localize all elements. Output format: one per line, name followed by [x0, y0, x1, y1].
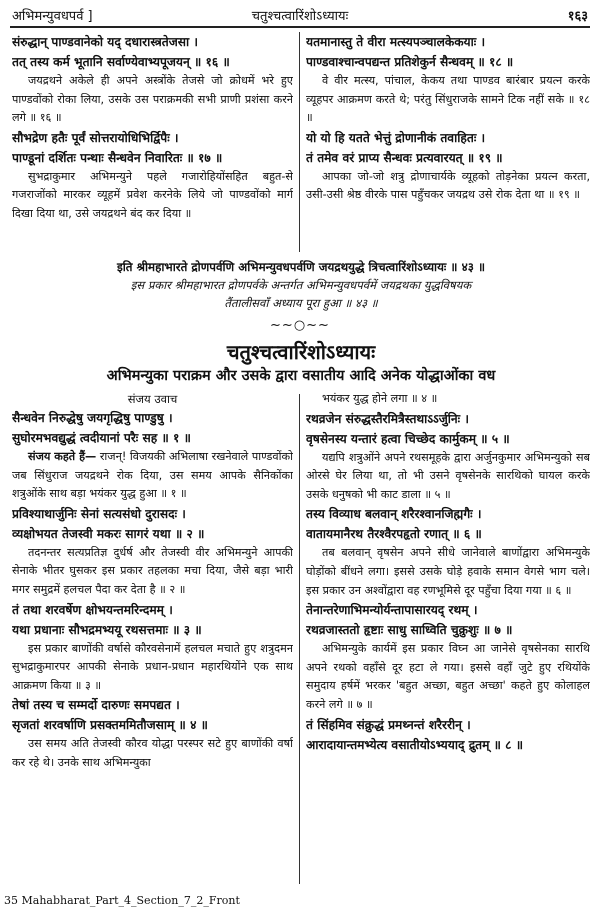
translation-paragraph: उस समय अति तेजस्वी कौरव योद्धा परस्पर सटे हुए बाणोंकी वर्षा कर रहे थे। उनके साथ अभिमन्युका — [12, 737, 293, 769]
translation-paragraph: सुभद्राकुमार अभिमन्युने पहले गजारोहियोंसहित बहुत-से गजराजोंको मारकर व्यूहमें प्रवेश करनेके लिये जो पाण्डवोंको मार्ग दिखा दिया था, उसे जयद्रथने बंद कर दिया ॥ — [12, 169, 293, 220]
verse-line: पाण्डूनां दर्शितः पन्थाः सैन्धवेन निवारितः ॥ १७ ॥ — [12, 150, 223, 165]
page-number: १६३ — [567, 9, 588, 24]
verse-line: यथा प्रधानाः सौभद्रमभ्ययू रथसत्तमाः ॥ ३ ॥ — [12, 622, 202, 637]
colophon-hindi-line2: तैंतालीसवाँ अध्याय पूरा हुआ ॥ ४३ ॥ — [224, 296, 378, 310]
running-header — [10, 4, 590, 28]
speaker-label: संजय कहते हैं— — [28, 450, 97, 463]
translation-paragraph: आपका जो-जो शत्रु द्रोणाचार्यके व्यूहको तोड़नेका प्रयत्न करता, उसी-उसी श्रेष्ठ वीरके पास पहुँचकर जयद्रथ उसे रोक देता था ॥ १९ ॥ — [306, 169, 590, 202]
verse-line: सृजतां शरवर्षाणि प्रसक्तममितौजसाम् ॥ ४ ॥ — [12, 718, 208, 733]
verse-line: तस्य विव्याध बलवान् शरैरश्वानजिह्मगैः । — [306, 507, 482, 522]
verse-line: पाण्डवाश्चान्वपद्यन्त प्रतिशेकुर्न सैन्धवम् ॥ १८ ॥ — [306, 55, 514, 69]
chapter-heading — [12, 338, 590, 386]
verse-line: प्रविश्याथार्जुनिः सेनां सत्यसंधो दुरासदः । — [12, 506, 186, 521]
verse-line: तेनान्तरेणाभिमन्योर्यन्तापासारयद् रथम् । — [306, 603, 478, 618]
bottom-right-column — [306, 390, 590, 888]
speaker-heading: संजय उवाच — [127, 392, 178, 406]
top-left-column — [12, 32, 293, 254]
verse-line: सौभद्रेण हतैः पूर्वं सोत्तरायोधिभिर्द्विपैः । — [12, 130, 179, 145]
translation-paragraph: संजय कहते हैं— राजन्! विजयकी अभिलाषा रखनेवाले पाण्डवोंको जब सिंधुराज जयद्रथने रोक दिया, उस समय आपके सैनिकोंका शत्रुओंके साथ बड़ा भयंकर युद्ध हुआ ॥ १ ॥ — [12, 450, 293, 501]
verse-line: तं तथा शरवर्षेण क्षोभयन्तमरिन्दमम् । — [12, 602, 173, 617]
translation-paragraph: तब बलवान् वृषसेन अपने सीधे जानेवाले बाणोंद्वारा अभिमन्युके घोड़ोंको बींधने लगा। इससे उसके घोड़े हवाके समान वेगसे भाग चले। इस प्रकार उन अश्वोंद्वारा वह रणभूमिसे दूर पहुँचा दिया गया ॥ ६ ॥ — [306, 546, 590, 597]
translation-paragraph: इस प्रकार बाणोंकी वर्षासे कौरवसेनामें हलचल मचाते हुए शत्रुदमन सुभद्राकुमारपर आपकी सेनाके प्रधान-प्रधान महारथियोंने एक साथ आक्रमण किया ॥ ३ ॥ — [12, 641, 293, 692]
scan-footer: 35 Mahabharat_Part_4_Section_7_2_Front — [4, 894, 240, 907]
verse-line: यो यो हि यतते भेत्तुं द्रोणानीकं तवाहितः । — [306, 130, 486, 145]
chapter-subtitle: अभिमन्युका पराक्रम और उसके द्वारा वसातीय आदि अनेक योद्धाओंका वध — [106, 368, 496, 384]
top-right-column — [306, 32, 590, 254]
verse-line: तेषां तस्य च सम्मर्दो दारुणः समपद्यत । — [12, 698, 180, 713]
verse-line: सुघोरमभवद्युद्धं त्वदीयानां परैः सह ॥ १ ॥ — [12, 431, 191, 445]
verse-line: तं सिंहमिव संक्रुद्धं प्रमथ्नन्तं शरैररीन् । — [306, 717, 471, 732]
ornament-divider: ~~○~~ — [270, 318, 330, 333]
verse-line: रथव्रजास्ततो हृष्टाः साधु साध्विति चुक्रुशुः ॥ ७ ॥ — [306, 623, 513, 638]
column-divider — [299, 394, 300, 884]
translation-paragraph: भयंकर युद्ध होने लगा ॥ ४ ॥ — [322, 392, 438, 405]
translation-paragraph: तदनन्तर सत्यप्रतिज्ञ दुर्धर्ष और तेजस्वी वीर अभिमन्युने आपकी सेनाके भीतर घुसकर इस प्रकार तहलका मचा दिया, जैसे बड़ा भारी मगर समुद्रमें हलचल पैदा कर देता है ॥ २ ॥ — [12, 545, 293, 596]
verse-line: वृषसेनस्य यन्तारं हत्वा चिच्छेद कार्मुकम् ॥ ५ ॥ — [306, 431, 510, 446]
verse-line: रथव्रजेन संरुद्धस्तैरमित्रैस्तथाऽऽर्जुनिः । — [306, 411, 470, 426]
chapter-title: चतुश्चत्वारिंशोऽध्यायः — [226, 340, 376, 364]
verse-line: यतमानास्तु ते वीरा मत्स्यपञ्चालकेकयाः । — [306, 35, 486, 49]
translation-paragraph: वे वीर मत्स्य, पांचाल, केकय तथा पाण्डव बारंबार प्रयत्न करके व्यूहपर आक्रमण करते थे; परंतु सिंधुराजके सामने टिक नहीं सके ॥ १८ ॥ — [306, 74, 590, 125]
header-section-title: अभिमन्युवधपर्व ] — [12, 9, 93, 24]
header-chapter-title: चतुश्चत्वारिंशोऽध्यायः — [251, 9, 349, 24]
colophon-hindi-line1: इस प्रकार श्रीमहाभारत द्रोणपर्वके अन्तर्गत अभिमन्युवधपर्वमें जयद्रथका युद्धविषयक — [130, 278, 472, 292]
chapter-colophon — [12, 258, 590, 318]
verse-line: व्यक्षोभयत तेजस्वी मकरः सागरं यथा ॥ २ ॥ — [12, 526, 205, 541]
translation-paragraph: यद्यपि शत्रुओंने अपने रथसमूहके द्वारा अर्जुनकुमार अभिमन्युको सब ओरसे घेर लिया था, तो भी उसने वृषसेनके सारथिको घायल करके उसके धनुषको भी काट डाला ॥ ५ ॥ — [306, 450, 590, 501]
translation-paragraph: अभिमन्युके कार्यमें इस प्रकार विघ्न आ जानेसे वृषसेनका सारथि अपने रथको वहाँसे दूर हटा ले गया। इससे वहाँ जुटे हुए रथियोंके समुदाय हर्षमें भरकर 'बहुत अच्छा, बहुत अच्छा' कहते हुए कोलाहल करने लगे ॥ ७ ॥ — [306, 642, 590, 711]
translation-paragraph: जयद्रथने अकेले ही अपने अस्त्रोंके तेजसे जो क्रोधमें भरे हुए पाण्डवोंको रोका लिया, उसके उस पराक्रमकी सभी प्राणी प्रशंसा करने लगे ॥ १६ ॥ — [12, 74, 293, 125]
verse-line: सैन्धवेन निरुद्धेषु जयगृद्धिषु पाण्डुषु । — [12, 411, 173, 425]
verse-line: तत् तस्य कर्म भूतानि सर्वाण्येवाभ्यपूजयन् ॥ १६ ॥ — [12, 55, 230, 69]
verse-line: आरादायान्तमभ्येत्य वसातीयोऽभ्ययाद् द्रुतम् ॥ ८ ॥ — [306, 737, 524, 752]
bottom-left-column — [12, 390, 293, 888]
verse-line: तं तमेव वरं प्राप्य सैन्धवः प्रत्यवारयत् ॥ १९ ॥ — [306, 150, 503, 165]
column-divider — [299, 32, 300, 252]
verse-line: वातायमानैरथ तैरश्वैरपहृतो रणात् ॥ ६ ॥ — [306, 527, 482, 542]
verse-line: संरुद्धान् पाण्डवानेको यद् दधारास्त्रतेजसा । — [12, 35, 199, 49]
colophon-sanskrit: इति श्रीमहाभारते द्रोणपर्वणि अभिमन्युवधपर्वणि जयद्रथयुद्धे त्रिचत्वारिंशोऽध्यायः ॥ ४३ ॥ — [116, 260, 486, 274]
